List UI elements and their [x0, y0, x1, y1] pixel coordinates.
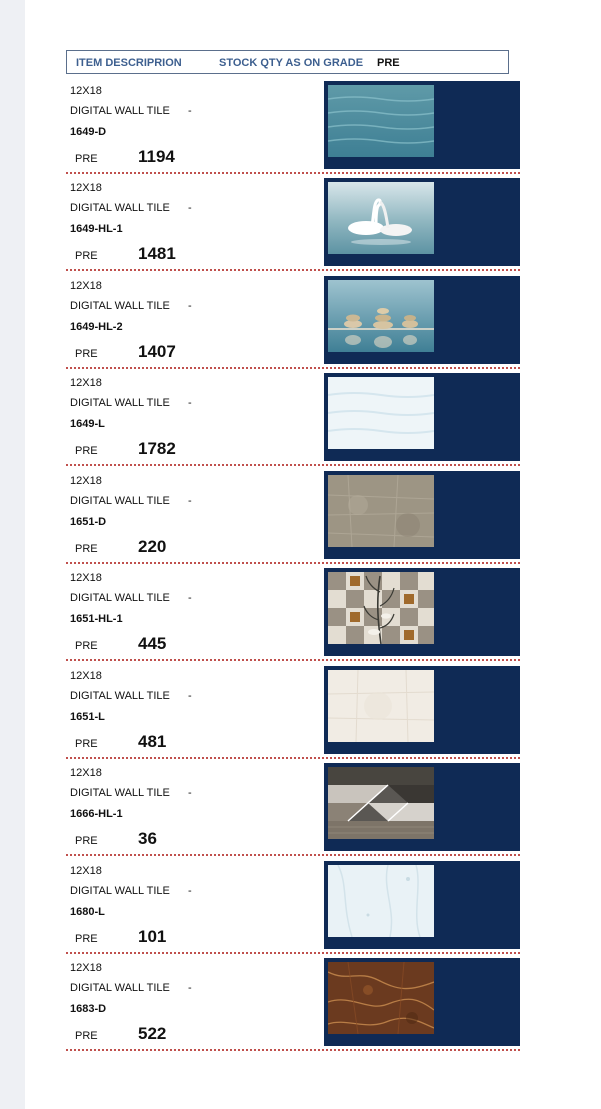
product-row — [66, 763, 520, 860]
grade-label: PRE — [75, 250, 98, 262]
tile-description: DIGITAL WALL TILE — [70, 202, 170, 214]
tile-panel — [324, 666, 520, 754]
product-row — [66, 471, 520, 568]
dash-separator: - — [188, 885, 192, 897]
stock-quantity: 522 — [138, 1024, 167, 1043]
stock-quantity: 1407 — [138, 342, 176, 361]
grade-label: PRE — [75, 640, 98, 652]
blue-wave-tile-image — [328, 85, 434, 157]
tile-description: DIGITAL WALL TILE — [70, 300, 170, 312]
tile-panel — [324, 471, 520, 559]
stock-quantity: 1481 — [138, 244, 176, 263]
product-row — [66, 373, 520, 470]
tile-size: 12X18 — [70, 962, 102, 974]
table-header — [66, 50, 509, 74]
light-blue-tile-image — [328, 377, 434, 449]
dash-separator: - — [188, 690, 192, 702]
grey-stone-tile-image — [328, 475, 434, 547]
row-separator — [66, 659, 520, 661]
tile-size: 12X18 — [70, 85, 102, 97]
tile-panel — [324, 276, 520, 364]
product-row — [66, 861, 520, 958]
tile-code: 1651-HL-1 — [70, 613, 123, 625]
grade-label: PRE — [75, 153, 98, 165]
product-row — [66, 178, 520, 275]
chevron-stone-tile-image — [328, 767, 434, 839]
product-row — [66, 958, 520, 1055]
tile-panel — [324, 81, 520, 169]
grade-label: PRE — [75, 1030, 98, 1042]
tile-code: 1649-L — [70, 418, 105, 430]
tile-code: 1649-HL-2 — [70, 321, 123, 333]
grade-label: PRE — [75, 835, 98, 847]
row-separator — [66, 269, 520, 271]
row-separator — [66, 1049, 520, 1051]
dash-separator: - — [188, 300, 192, 312]
row-separator — [66, 952, 520, 954]
stock-quantity: 1782 — [138, 439, 176, 458]
tile-panel — [324, 861, 520, 949]
stock-quantity: 36 — [138, 829, 157, 848]
stock-quantity: 220 — [138, 537, 167, 556]
row-separator — [66, 562, 520, 564]
dash-separator: - — [188, 495, 192, 507]
grade-label: PRE — [75, 445, 98, 457]
tile-description: DIGITAL WALL TILE — [70, 982, 170, 994]
stock-quantity: 101 — [138, 927, 167, 946]
tile-panel — [324, 958, 520, 1046]
tile-description: DIGITAL WALL TILE — [70, 105, 170, 117]
stock-quantity: 1194 — [138, 147, 175, 166]
row-separator — [66, 464, 520, 466]
grade-label: PRE — [75, 348, 98, 360]
tile-description: DIGITAL WALL TILE — [70, 592, 170, 604]
grade-label: PRE — [75, 738, 98, 750]
cream-tile-image — [328, 670, 434, 742]
tile-size: 12X18 — [70, 865, 102, 877]
header-item-description: ITEM DESCRIPRION — [76, 57, 182, 69]
pebble-tile-image — [328, 280, 434, 352]
tile-description: DIGITAL WALL TILE — [70, 397, 170, 409]
header-stock-qty: STOCK QTY AS ON GRADE — [219, 57, 364, 69]
product-row — [66, 666, 520, 763]
swan-tile-image — [328, 182, 434, 254]
product-row — [66, 568, 520, 665]
tile-code: 1649-HL-1 — [70, 223, 123, 235]
row-separator — [66, 757, 520, 759]
tile-description: DIGITAL WALL TILE — [70, 885, 170, 897]
tile-panel — [324, 373, 520, 461]
brown-marble-tile-image — [328, 962, 434, 1034]
header-grade: PRE — [377, 57, 400, 69]
tile-size: 12X18 — [70, 767, 102, 779]
tile-code: 1680-L — [70, 906, 105, 918]
stock-quantity: 445 — [138, 634, 167, 653]
dash-separator: - — [188, 202, 192, 214]
tile-panel — [324, 763, 520, 851]
stock-quantity: 481 — [138, 732, 167, 751]
dash-separator: - — [188, 105, 192, 117]
tile-code: 1651-D — [70, 516, 107, 528]
dash-separator: - — [188, 982, 192, 994]
tile-code: 1666-HL-1 — [70, 808, 123, 820]
tile-description: DIGITAL WALL TILE — [70, 495, 170, 507]
tile-description: DIGITAL WALL TILE — [70, 787, 170, 799]
row-separator — [66, 172, 520, 174]
tile-size: 12X18 — [70, 280, 102, 292]
grade-label: PRE — [75, 543, 98, 555]
tile-panel — [324, 568, 520, 656]
tile-size: 12X18 — [70, 377, 102, 389]
grade-label: PRE — [75, 933, 98, 945]
dash-separator: - — [188, 397, 192, 409]
row-separator — [66, 367, 520, 369]
tile-size: 12X18 — [70, 670, 102, 682]
tile-panel — [324, 178, 520, 266]
white-marble-tile-image — [328, 865, 434, 937]
dash-separator: - — [188, 592, 192, 604]
row-separator — [66, 854, 520, 856]
tile-code: 1683-D — [70, 1003, 107, 1015]
tile-size: 12X18 — [70, 572, 102, 584]
tile-size: 12X18 — [70, 475, 102, 487]
product-row — [66, 81, 520, 178]
tile-code: 1651-L — [70, 711, 105, 723]
page-margin-strip — [0, 0, 25, 1109]
dash-separator: - — [188, 787, 192, 799]
tile-description: DIGITAL WALL TILE — [70, 690, 170, 702]
tile-code: 1649-D — [70, 126, 107, 138]
tile-size: 12X18 — [70, 182, 102, 194]
floral-check-tile-image — [328, 572, 434, 644]
product-row — [66, 276, 520, 373]
